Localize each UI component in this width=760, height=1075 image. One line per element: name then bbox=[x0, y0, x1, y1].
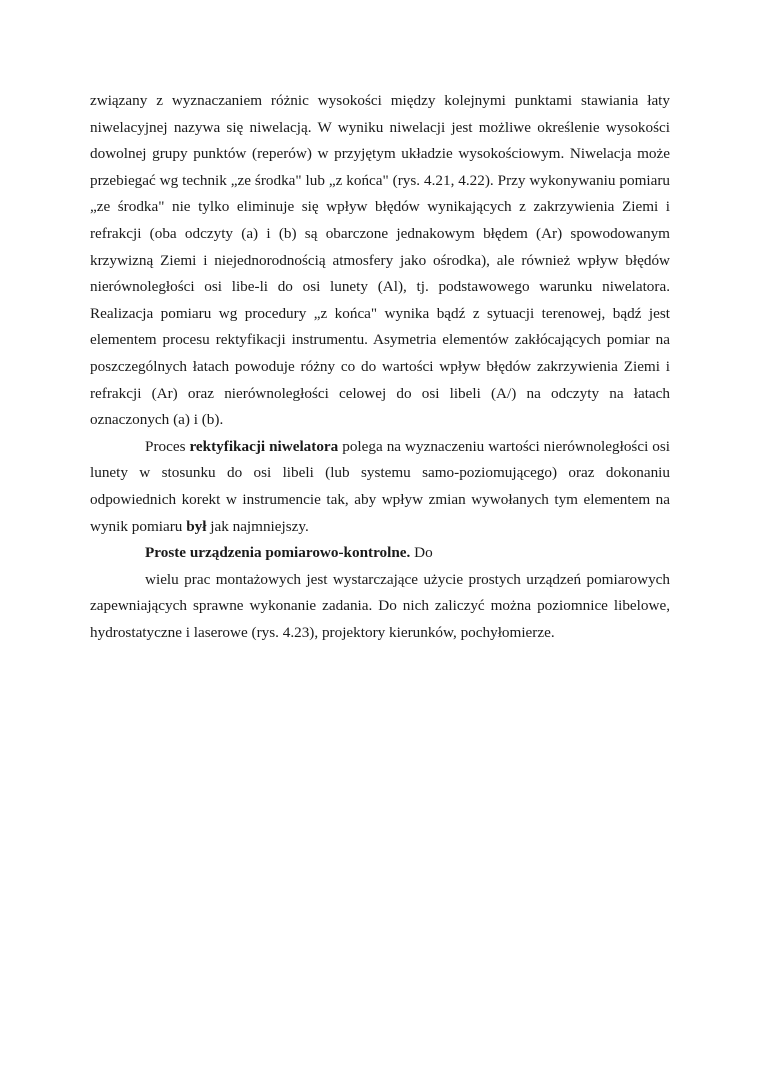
heading-simple-devices-continuation: Do bbox=[410, 544, 433, 562]
body-text bbox=[90, 88, 670, 646]
term-rectification: rektyfikacji niwelatora bbox=[189, 437, 339, 455]
paragraph-leveling: związany z wyznaczaniem różnic wysokości między kolejnymi punktami stawiania łaty niwelacyjnej nazywa się niwelacją. W wyniku niwelacji jest możliwe określenie wysokości dowolnej grupy punktów (reperów) w przyjętym układzie wysokościowym. Niwelacja może przebiegać wg technik „ze środka" lub „z końca" (rys. 4.21, 4.22). Przy wykonywaniu pomiaru „ze środka" nie tylko eliminuje się wpływ błędów wynikających z zakrzywienia Ziemi i refrakcji (oba odczyty (a) i (b) są obarczone jednakowym błędem (Ar) spowodowanym krzywizną Ziemi i niejednorodnością atmosfery jako ośrodka), ale również wpływ błędów nierównoległości osi libe-li do osi lunety (Al), tj. podstawowego warunku niwelatora. Realizacja pomiaru wg procedury „z końca" wynika bądź z sytuacji terenowej, bądź jest elementem procesu rektyfikacji instrumentu. Asymetria elementów zakłócających pomiar na poszczególnych łatach powoduje różny co do wartości wpływ błędów zakrzywienia Ziemi i refrakcji (Ar) oraz nierównoległości celowej do osi libeli (A/) na odczyty na łatach oznaczonych (a) i (b). bbox=[90, 92, 670, 429]
paragraph-simple-devices: wielu prac montażowych jest wystarczające użycie prostych urządzeń pomiarowych zapewniających sprawne wykonanie zadania. Do nich zaliczyć można poziomnice libelowe, hydrostatyczne i laserowe (rys. 4.23), projektory kierunków, pochyłomierze. bbox=[90, 570, 670, 641]
paragraph-rectification-text-1: Proces bbox=[145, 437, 190, 455]
paragraph-rectification-text-2: polega na wyznaczeniu wartości nierównoległości osi lunety w stosunku do osi libeli (lub systemu samo-poziomującego) oraz dokonaniu odpowiednich korekt w instrumencie tak, aby wpływ zmian wywołanych tym elementem na wynik pomiaru bbox=[90, 437, 670, 535]
heading-simple-devices: Proste urządzenia pomiarowo-kontrolne. bbox=[145, 544, 411, 562]
term-byl: był bbox=[186, 517, 207, 535]
paragraph-simple-devices-heading bbox=[90, 540, 670, 567]
paragraph-rectification-text-3: jak najmniejszy. bbox=[206, 517, 309, 535]
paragraph-rectification bbox=[90, 434, 670, 540]
